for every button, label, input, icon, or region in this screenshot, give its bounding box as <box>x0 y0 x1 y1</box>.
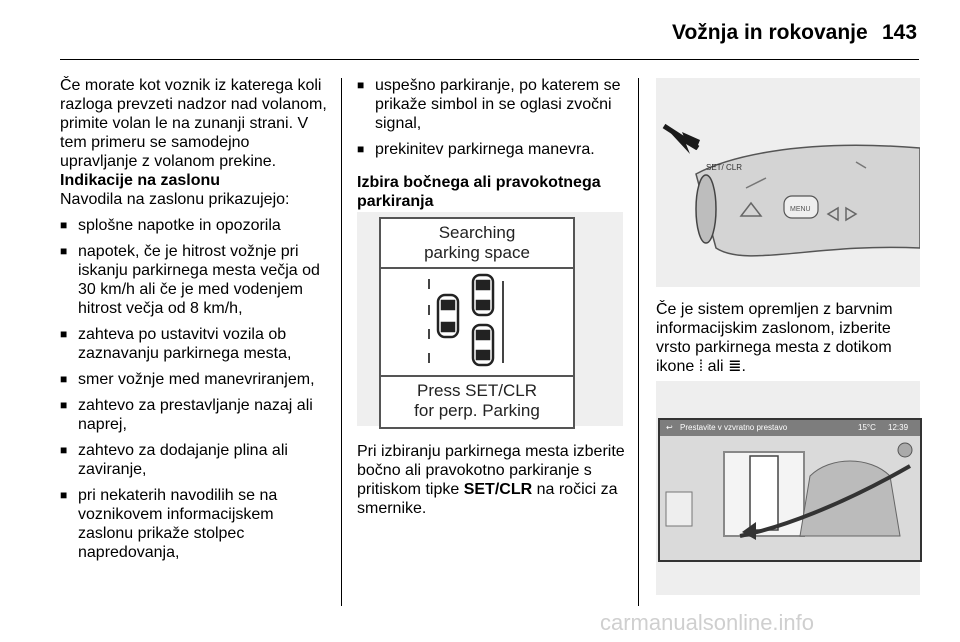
paragraph-text: na ročici za smernike. <box>357 481 618 517</box>
list-item: ■ prekinitev parkirnega manevra. <box>357 140 625 159</box>
column-2-bottom <box>357 442 625 518</box>
car-icon <box>473 275 493 315</box>
watermark: carmanualsonline.info <box>600 610 815 635</box>
column-2 <box>357 69 625 211</box>
display-indications-heading: Indikacije na zaslonu <box>60 172 221 189</box>
page-number: 143 <box>882 21 918 44</box>
column-divider <box>638 78 639 606</box>
paragraph-text: Pri izbiranju parkirnega mesta izberite bočno ali pravokotno parkiranje s pritiskom tipke <box>357 443 625 498</box>
lead-text: Navodila na zaslonu prikazujejo: <box>60 191 290 208</box>
list-item: ■ zahtevo za prestavljanje nazaj ali naprej, <box>60 396 328 434</box>
display-status <box>381 219 573 269</box>
page-header <box>0 0 960 60</box>
car-icon <box>473 325 493 365</box>
column-3 <box>656 300 924 376</box>
color-display-paragraph <box>656 300 924 376</box>
screen-title: Prestavite v vzvratno prestavo <box>680 423 788 432</box>
list-item: ■ pri nekaterih navodilih se na voznikovem informacijskem zaslonu prikaže stolpec napredovanja, <box>60 486 328 562</box>
selection-paragraph <box>357 442 625 518</box>
column-1 <box>60 76 328 562</box>
column-divider <box>341 78 342 606</box>
perpendicular-parking-icon: ≣ <box>728 358 742 375</box>
paragraph-text: Če je sistem opremljen z barvnim informacijskim zaslonom, izberite vrsto parkirnega mesta z dotikom ikone <box>656 301 893 375</box>
back-icon: ↩ <box>666 423 673 432</box>
parallel-parking-icon: ⁞ <box>698 358 704 375</box>
paragraph-text: . <box>741 358 746 375</box>
display-line: Searching <box>438 223 516 242</box>
menu-label: MENU <box>790 206 811 213</box>
display-line: for perp. Parking <box>414 401 540 420</box>
clock: 12:39 <box>888 423 909 432</box>
color-info-display-figure <box>656 381 920 595</box>
list-item: ■ splošne napotke in opozorila <box>60 216 328 235</box>
parking-type-heading: Izbira bočnega ali pravokotnega parkiranja <box>357 174 601 210</box>
settings-icon <box>898 443 912 457</box>
list-item: ■ uspešno parkiranje, po katerem se prikaže simbol in se oglasi zvočni signal, <box>357 76 625 133</box>
key-name: SET/CLR <box>463 481 533 498</box>
display-line: Press SET/CLR <box>417 381 537 400</box>
turn-signal-stalk-figure <box>656 78 920 287</box>
paragraph-text: ali <box>703 358 729 375</box>
header-rule <box>60 59 919 60</box>
section-title: Vožnja in rokovanje <box>672 21 868 44</box>
driver-info-display-figure <box>357 212 623 426</box>
bullet-list <box>357 76 625 159</box>
temperature: 15°C <box>858 423 876 432</box>
parking-camera-graphic <box>660 436 920 560</box>
screen-status-bar <box>660 420 920 436</box>
car-icon <box>438 295 458 337</box>
list-item: ■ smer vožnje med manevriranjem, <box>60 370 328 389</box>
intro-paragraph: Če morate kot voznik iz katerega koli razloga prevzeti nadzor nad volanom, primite volan le na zunanji strani. V tem primeru se samodejno upravljanje z volanom prekine. <box>60 77 327 170</box>
display-frame <box>379 217 575 429</box>
display-line: parking space <box>424 243 530 262</box>
display-instruction <box>381 375 573 427</box>
set-clr-label: SET/ CLR <box>706 163 743 172</box>
bullet-list <box>60 216 328 562</box>
stalk-illustration <box>656 78 920 287</box>
screen-frame <box>658 418 922 562</box>
parking-lot-graphic <box>381 271 573 371</box>
list-item: ■ zahtevo za dodajanje plina ali zaviranje, <box>60 441 328 479</box>
list-item: ■ zahteva po ustavitvi vozila ob zaznavanju parkirnega mesta, <box>60 325 328 363</box>
list-item: ■ napotek, če je hitrost vožnje pri iskanju parkirnega mesta večja od 30 km/h ali če je med vodenjem hitrost večja od 8 km/h, <box>60 242 328 318</box>
